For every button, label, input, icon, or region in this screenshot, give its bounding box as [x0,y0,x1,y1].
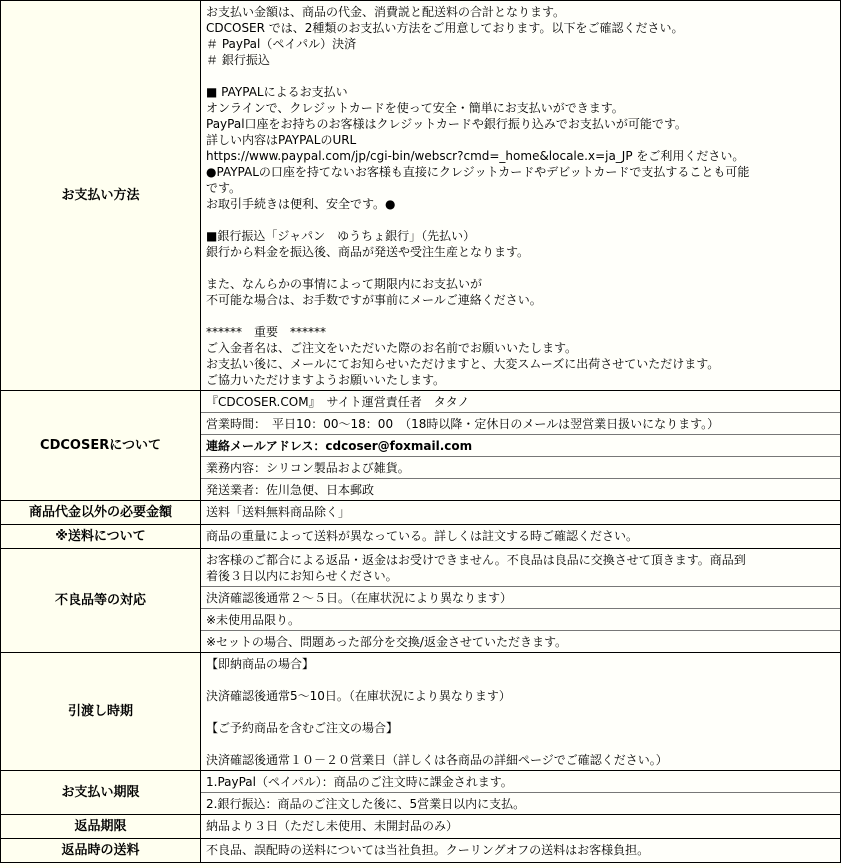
text-line: 2.銀行振込：商品のご注文した後に、5営業日以内に支払。 [206,797,526,811]
text-line [206,260,836,276]
content-cell [201,434,840,456]
content-cell [201,653,840,770]
text-line [206,736,836,752]
table-row [1,838,840,862]
text-line: 決済確認後通常１０－２０営業日（詳しくは各商品の詳細ページでご確認ください。） [206,753,668,767]
text-line: オンラインで、クレジットカードを使って安全・簡単にお支払いができます。 [206,101,624,115]
row-content [201,1,840,390]
row-label: 引渡し時期 [1,653,201,770]
text-line: です。 [206,181,242,195]
text-line: 商品の重量によって送料が異なっている。詳しくは註文する時ご確認ください。 [206,529,639,543]
text-line: 不可能な場合は、お手数ですが事前にメールご連絡ください。 [206,293,542,307]
text-line [206,704,836,720]
text-line: 連絡メールアドレス：cdcoser@foxmail.com [206,439,473,453]
row-label: お支払い期限 [1,771,201,814]
row-content [201,771,840,814]
row-label: 返品期限 [1,815,201,838]
table-row [1,390,840,500]
text-line: 着後３日以内にお知らせください。 [206,569,398,583]
text-line: お支払い金額は、商品の代金、消費説と配送料の合計となります。 [206,5,566,19]
table-row [1,652,840,770]
url-text: https://www.paypal.com/jp/cgi-bin/webscr?cmd=_home&locale.x=ja_JP をご利用ください。 [206,149,745,163]
row-label: お支払い方法 [1,1,201,390]
text-line: 詳しい内容はPAYPALのURL [206,133,357,147]
text-line: お支払い後に、メールにてお知らせいただけますと、大変スムーズに出荷させていただけます。 [206,357,720,371]
text-line: 業務内容：シリコン製品および雑貨。 [206,461,410,475]
text-line: ■ PAYPALによるお支払い [206,85,348,99]
content-cell [201,771,840,792]
row-content [201,501,840,524]
text-line: 発送業者：佐川急便、日本郵政 [206,483,375,497]
text-line: ※未使用品限り。 [206,613,301,627]
row-content [201,653,840,770]
text-line: ****** 重要 ****** [206,325,327,339]
row-content [201,839,840,862]
text-line [206,68,836,84]
table-row [1,770,840,814]
content-cell [201,501,840,524]
content-cell [201,478,840,500]
text-line: 決済確認後通常２～５日。（在庫状況により異なります） [206,591,513,605]
text-line: 不良品、誤配時の送料については当社負担。クーリングオフの送料はお客様負担。 [206,843,650,857]
content-cell [201,1,840,390]
text-line: ＃ PayPal（ペイパル）決済 [206,37,357,51]
text-line: 【ご予約商品を含むご注文の場合】 [206,721,399,735]
text-line: ＃ 銀行振込 [206,53,270,67]
row-label: CDCOSERについて [1,391,201,500]
text-line: ●PAYPALの口座を持てないお客様も直接にクレジットカードやデビットカードで支払することも可能 [206,165,750,179]
content-cell [201,525,840,548]
row-content [201,525,840,548]
text-line: PayPal口座をお持ちのお客様はクレジットカードや銀行振り込みでお支払いが可能です。 [206,117,687,131]
text-line: ご協力いただけますようお願いいたします。 [206,373,446,387]
content-cell [201,815,840,838]
text-line: 営業時間： 平日10：00～18：00 （18時以降・定休日のメールは翌営業日扱いになります。） [206,417,720,431]
row-label: 返品時の送料 [1,839,201,862]
text-line: お客様のご都合による返品・返金はお受けできません。不良品は良品に交換させて頂きます。商品到 [206,553,746,567]
text-line: ご入金者名は、ご注文をいただいた際のお名前でお願いいたします。 [206,341,578,355]
row-label: 不良品等の対応 [1,549,201,652]
row-content [201,391,840,500]
table-row [1,548,840,652]
table-row [1,500,840,524]
text-line [206,308,836,324]
content-cell [201,412,840,434]
table-row [1,814,840,838]
content-cell [201,549,840,586]
text-line [206,212,836,228]
row-label: ※送料について [1,525,201,548]
table-row [1,524,840,548]
row-content [201,549,840,652]
text-line: お取引手続きは便利、安全です。● [206,197,396,211]
content-cell [201,456,840,478]
text-line: 【即納商品の場合】 [206,657,315,671]
content-cell [201,608,840,630]
text-line: 銀行から料金を振込後、商品が発送や受注生産となります。 [206,245,530,259]
table-row [1,0,840,390]
row-content [201,815,840,838]
text-line [206,672,836,688]
content-cell [201,630,840,652]
text-line: 決済確認後通常5～10日。（在庫状況により異なります） [206,689,511,703]
text-line: 1.PayPal（ペイパル）：商品のご注文時に課金されます。 [206,775,513,789]
text-line: また、なんらかの事情によって期限内にお支払いが [206,277,483,291]
text-line: 『CDCOSER.COM』 サイト運営責任者 タタノ [206,395,470,409]
content-cell [201,792,840,814]
text-line: ※セットの場合、問題あった部分を交換/返金させていただきます。 [206,635,568,649]
text-line: CDCOSER では、2種類のお支払い方法をご用意しております。以下をご確認ください。 [206,21,684,35]
text-line: ■銀行振込「ジャパン ゆうちょ銀行」（先払い） [206,229,476,243]
text-line: 納品より３日（ただし未使用、未開封品のみ） [206,819,459,833]
content-cell [201,391,840,412]
content-cell [201,586,840,608]
text-line: 送料「送料無料商品除く」 [206,505,351,519]
content-cell [201,839,840,862]
row-label: 商品代金以外の必要金額 [1,501,201,524]
